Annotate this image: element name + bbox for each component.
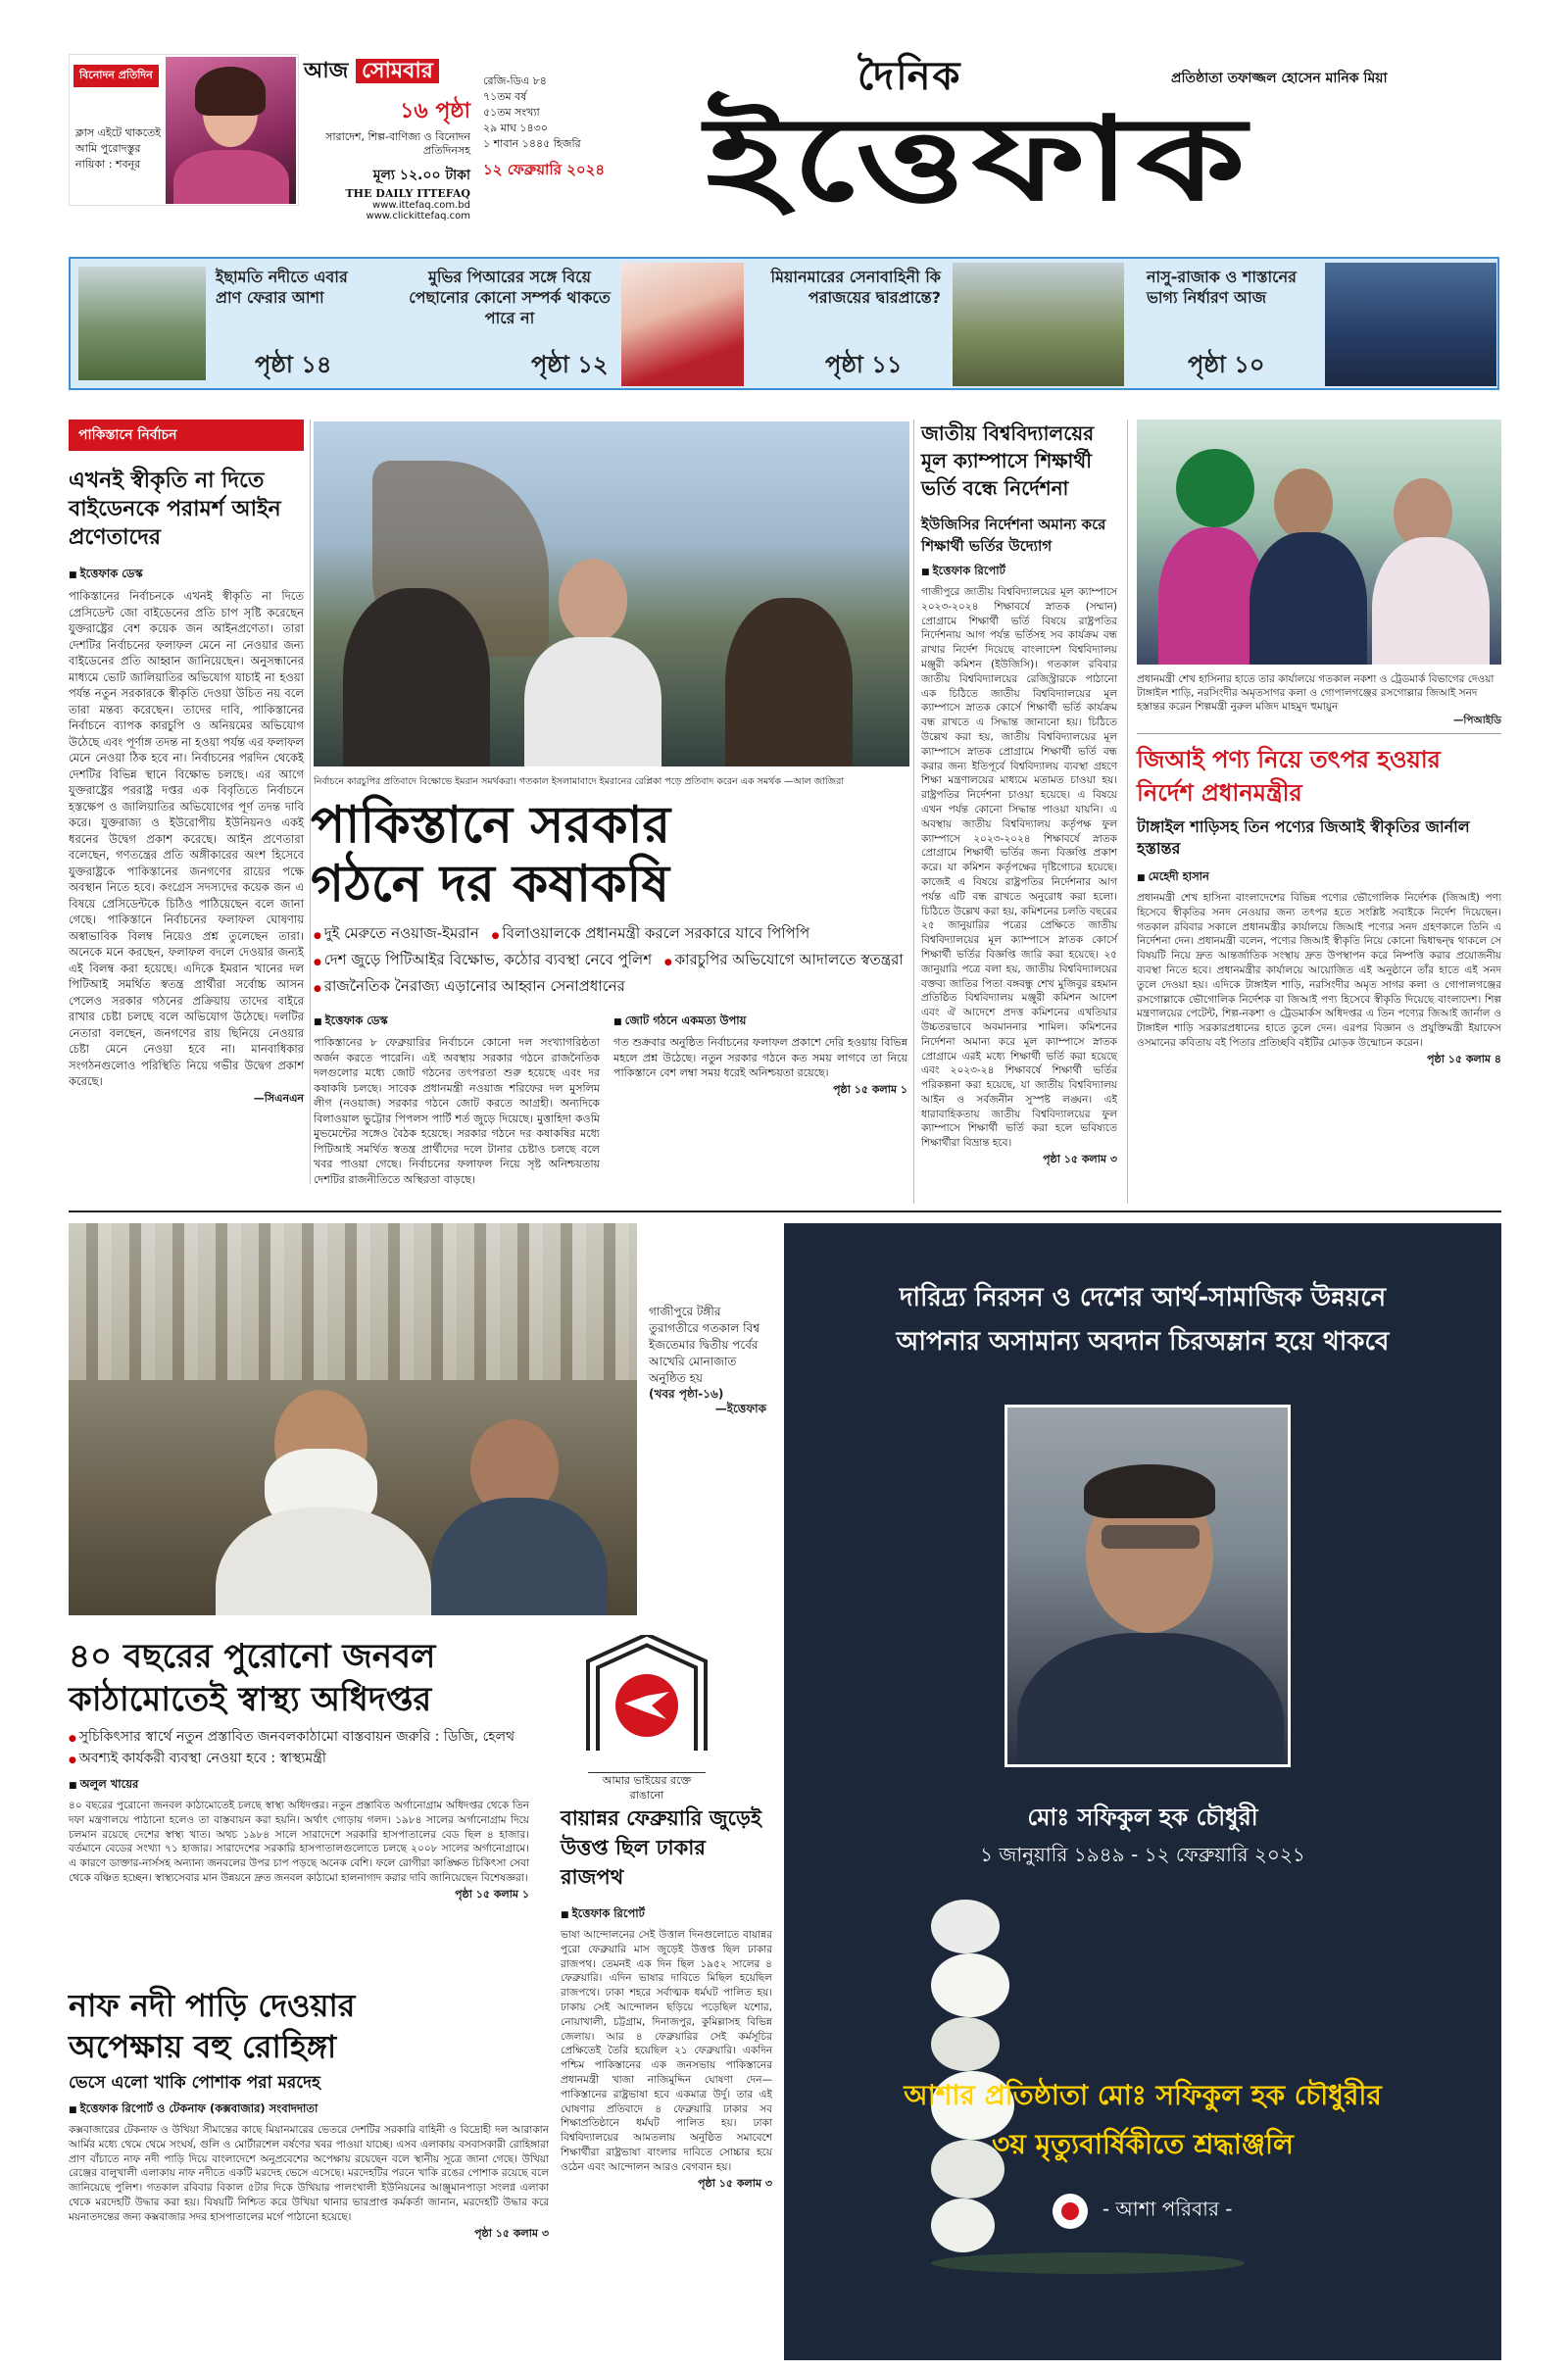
teaser-2[interactable] bbox=[394, 259, 747, 388]
teaser-page: পৃষ্ঠা ১২ bbox=[531, 351, 609, 378]
column-divider bbox=[1127, 420, 1128, 1204]
title-small: দৈনিক bbox=[858, 54, 962, 99]
feb-body: ভাষা আন্দোলনের সেই উত্তাল দিনগুলোতে বায়ান্নর পুরো ফেব্রুয়ারি মাস জুড়েই উত্তপ্ত ছিল ঢাকার রাজপথ। তেমনই এক দিন ছিল ১৯৫২ সালের ৪ ফেব্রুয়ারি। এদিন ভাষার দাবিতে মিছিল হয়েছিল রাজপথে। ঢাকা শহরে সর্বাত্মক ধর্মঘট পালিত হয়। ঢাকায় সেই আন্দোলন ছড়িয়ে পড়েছিল যশোর, নোয়াখালী, চট্টগ্রাম, দিনাজপুর, কুমিল্লাসহ বিভিন্ন জেলায়। আর ৪ ফেব্রুয়ারির সেই কর্মসূচির প্রেক্ষিতেই তৈরি হয়েছিল ২১ ফেব্রুয়ারি। একদিন পশ্চিম পাকিস্তানের এক জনসভায় পাকিস্তানের প্রধানমন্ত্রী খাজা নাজিমুদ্দিন ঘোষণা দেন—পাকিস্তানের রাষ্ট্রভাষা হবে একমাত্র উর্দু। তার এই ঘোষণার প্রতিবাদে ৪ ফেব্রুয়ারি ঢাকার সব শিক্ষাপ্রতিষ্ঠানে ধর্মঘট পালিত হয়। ঢাকা বিশ্ববিদ্যালয়ের আমতলায় অনুষ্ঠিত সমাবেশে শিক্ষার্থীরা রাষ্ট্রভাষা বাংলার দাবিতে সোচ্চার হয়ে ওঠেন এবং আন্দোলন আরও বেগবান হয়। bbox=[561, 1929, 772, 2173]
reg-number: রেজি-ডিএ ৮৪ bbox=[483, 74, 547, 87]
bengali-date: ২৯ মাঘ ১৪৩০ bbox=[483, 122, 548, 134]
divider bbox=[1137, 733, 1501, 734]
promo-text: ক্লাস এইটে থাকতেই আমি পুরোদস্তুর নায়িকা : শবনূর bbox=[75, 126, 161, 171]
ijtema-photo bbox=[69, 1223, 637, 1615]
teaser-photo-actress bbox=[621, 263, 744, 386]
teaser-bar bbox=[69, 257, 1499, 390]
left-signoff: —সিএনএন bbox=[253, 1091, 304, 1105]
teaser-photo-man bbox=[1325, 263, 1496, 386]
hijri-date: ১ শাবান ১৪৪৫ হিজরি bbox=[483, 137, 581, 150]
day-name: সোমবার bbox=[356, 59, 439, 83]
ijtema-page-ref[interactable]: (খবর পৃষ্ঠা-১৬) bbox=[649, 1387, 724, 1401]
gi-body: প্রধানমন্ত্রী শেখ হাসিনা বাংলাদেশের বিভিন্ন পণ্যের ভৌগোলিক নির্দেশক (জিআই) পণ্য হিসেবে স্বীকৃতির সনদ নেওয়ার জন্য তৎপর হতে সংশ্লিষ্ট সবাইকে নির্দেশ দিয়েছেন। গতকাল রবিবার সকালে প্রধানমন্ত্রীর কার্যালয়ে জিআই পণ্যের সনদ গ্রহণকালে তিনি এ নির্দেশনা দেন। প্রধানমন্ত্রী বলেন, পণ্যের জিআই স্বীকৃতি নিয়ে কোনো দ্বিধাদ্বন্দ্ব থাকলে সে বিষয়টি নিয়ে দ্রুত আন্তর্জাতিক সংস্থায় দ্রুত উপস্থাপন করে নিষ্পত্তি করার প্রয়োজনীয় ব্যবস্থা নিতে হবে। প্রধানমন্ত্রীর কার্যালয়ে আয়োজিত এই অনুষ্ঠানে তাঁর হাতে এই সনদ তুলে দেওয়া হয়। এদিকে টাঙ্গাইল শাড়ি, নরসিংদীর অমৃত সাগর কলা ও গোপালগঞ্জের রসগোল্লাকে ভৌগোলিক নির্দেশক বা জিআই পণ্য হিসেবে স্বীকৃতি দিয়েছে বাংলাদেশ। শিল্প মন্ত্রণালয়ের পেটেন্ট, শিল্প-নকশা ও ট্রেডমার্কস অধিদপ্তর এ তিন পণ্যের জিআই জার্নাল ও টাঙ্গাইল শাড়ি সরকারপ্রধানের হাতে তুলে দেন। এরপর বিজ্ঞান ও প্রযুক্তিমন্ত্রী ইয়াফেস ওসমানের কবিতায় বই পিতার প্রতিচ্ছবি বইটির মোড়ক উন্মোচন করেন। bbox=[1137, 892, 1501, 1049]
english-name: THE DAILY ITTEFAQ bbox=[345, 187, 470, 200]
gi-subhead: টাঙ্গাইল শাড়িসহ তিন পণ্যের জিআই স্বীকৃতির জার্নাল হস্তান্তর bbox=[1137, 817, 1470, 858]
health-bullets bbox=[69, 1727, 529, 1770]
teaser-photo-river bbox=[78, 267, 206, 380]
teaser-text: মিয়ানমারের সেনাবাহিনী কি পরাজয়ের দ্বারপ্রান্তে? bbox=[770, 268, 941, 307]
nu-headline[interactable]: জাতীয় বিশ্ববিদ্যালয়ের মূল ক্যাম্পাসে শিক্ষার্থী ভর্তি বন্ধে নির্দেশনা bbox=[921, 421, 1095, 500]
main-photo-caption: নির্বাচনে কারচুপির প্রতিবাদে বিক্ষোভে ইমরান সমর্থকরা। গতকাল ইসলামাবাদে ইমরানের রেপ্লিকা পড়ে প্রতিবাদ করেন এক সমর্থক —আল জাজিরা bbox=[314, 776, 845, 787]
feb-continuation[interactable]: পৃষ্ঠা ১৫ কলাম ৩ bbox=[698, 2176, 772, 2190]
web-link-1[interactable]: www.ittefaq.com.bd bbox=[372, 200, 470, 211]
logo-caption: আমার ভাইয়ের রক্তে রাঙানো bbox=[588, 1772, 706, 1803]
rohingya-headline-line-2: অপেক্ষায় বহু রোহিঙ্গা bbox=[69, 2028, 337, 2065]
ad-top-line-2: আপনার অসামান্য অবদান চিরঅম্লান হয়ে থাকবে bbox=[896, 1327, 1390, 1357]
gi-headline[interactable]: জিআই পণ্য নিয়ে তৎপর হওয়ার নির্দেশ প্রধানমন্ত্রীর bbox=[1137, 746, 1441, 807]
main-body: পাকিস্তানের ৮ ফেব্রুয়ারির নির্বাচনে কোনো দল সংখ্যাগরিষ্ঠতা অর্জন করতে পারেনি। এই অবস্থায় সরকার গঠনে রাজনৈতিক দলগুলোর মধ্যে জোট গঠনের তৎপরতা শুরু হয়েছে এবং দর কষাকষি চলছে। সাবেক প্রধানমন্ত্রী নওয়াজ শরিফের দল মুসলিম লীগ (নওয়াজ) সরকার গঠনে জোট করতে আগ্রহী। অন্যদিকে বিলাওয়াল ভুট্টোর পিপলস পার্টি শর্ত জুড়ে দিয়েছে। মুত্তাহিদা কওমি মুভমেন্টের সঙ্গেও বৈঠক হয়েছে। সরকার গঠনে দর কষাকষির মধ্যে পিটিআই সমর্থিত স্বতন্ত্র প্রার্থীদের দলে টানার চেষ্টাও চলছে বলে খবর পাওয়া গেছে। নির্বাচনের ফলাফল নিয়ে সৃষ্ট অনিশ্চয়তায় দেশটির রাজনীতিতে অস্থিরতা বাড়ছে। bbox=[314, 1036, 600, 1186]
main-bullet: ● রাজনৈতিক নৈরাজ্য এড়ানোর আহ্বান সেনাপ্রধানের bbox=[314, 977, 625, 995]
nu-subhead: ইউজিসির নির্দেশনা অমান্য করে শিক্ষার্থী ভর্তির উদ্যোগ bbox=[921, 516, 1106, 555]
left-story[interactable] bbox=[69, 420, 304, 1184]
title-big: ইত্তেফাক bbox=[706, 91, 1251, 226]
gi-continuation[interactable]: পৃষ্ঠা ১৫ কলাম ৪ bbox=[1427, 1052, 1501, 1065]
price: মূল্য ১২.০০ টাকা bbox=[372, 168, 470, 183]
ekushey-logo-icon bbox=[573, 1635, 720, 1762]
rohingya-story[interactable] bbox=[69, 1985, 549, 2357]
feb-byline: ■ ইত্তেফাক রিপোর্ট bbox=[561, 1905, 772, 1924]
gi-photo bbox=[1137, 420, 1501, 665]
masthead bbox=[0, 0, 1568, 255]
ad-footer bbox=[784, 2194, 1501, 2229]
asa-logo-icon bbox=[1053, 2194, 1088, 2229]
promo-tag: বিনোদন প্রতিদিন bbox=[74, 65, 159, 87]
nu-continuation[interactable]: পৃষ্ঠা ১৫ কলাম ৩ bbox=[1043, 1153, 1117, 1166]
feb-story[interactable] bbox=[561, 1804, 772, 2372]
main-bullet: ● কারচুপির অভিযোগে আদালতে স্বতন্ত্ররা bbox=[664, 951, 904, 968]
section-divider bbox=[69, 1211, 1501, 1212]
main-bullet: ● দেশ জুড়ে পিটিআইর বিক্ষোভ, কঠোর ব্যবস্থা নেবে পুলিশ bbox=[314, 951, 652, 968]
rohingya-byline: ■ ইত্তেফাক রিপোর্ট ও টেকনাফ (কক্সবাজার) সংবাদদাতা bbox=[69, 2100, 549, 2119]
ad-footer-text: - আশা পরিবার - bbox=[1102, 2197, 1233, 2221]
ijtema-caption: গাজীপুরে টঙ্গীর তুরাগতীরে গতকাল বিশ্ব ইজতেমার দ্বিতীয় পর্বের আখেরি মোনাজাত অনুষ্ঠিত হয় bbox=[649, 1305, 760, 1385]
health-story[interactable] bbox=[69, 1635, 529, 1968]
health-bullet: ● অবশ্যই কার্যকরী ব্যবস্থা নেওয়া হবে : স্বাস্থ্যমন্ত্রী bbox=[69, 1749, 529, 1770]
teaser-page: পৃষ্ঠা ১৪ bbox=[255, 351, 332, 378]
main-bullet: ● বিলাওয়ালকে প্রধানমন্ত্রী করলে সরকারে যাবে পিপিপি bbox=[492, 924, 810, 942]
gi-byline: ■ মেহেদী হাসান bbox=[1137, 868, 1501, 887]
health-headline-line-2: কাঠামোতেই স্বাস্থ্য অধিদপ্তর bbox=[69, 1680, 432, 1719]
feb-headline[interactable]: বায়ান্নর ফেব্রুয়ারি জুড়েই উত্তপ্ত ছিল ঢাকার রাজপথ bbox=[561, 1806, 761, 1889]
health-headline-line-1: ৪০ বছরের পুরোনো জনবল bbox=[69, 1637, 436, 1676]
memorial-ad[interactable] bbox=[784, 1223, 1501, 2360]
health-byline: ■ অলুল খায়ের bbox=[69, 1776, 529, 1795]
rohingya-subhead: ভেসে এলো খাকি পোশাক পরা মরদেহ bbox=[69, 2073, 320, 2093]
promo-box[interactable] bbox=[69, 54, 299, 206]
column-divider bbox=[913, 420, 914, 1204]
teaser-4[interactable] bbox=[1139, 259, 1499, 388]
ad-name: মোঃ সফিকুল হক চৌধুরী bbox=[1027, 1804, 1258, 1831]
page-count: ১৬ পৃষ্ঠা bbox=[400, 99, 470, 124]
teaser-text: ইছামতি নদীতে এবার প্রাণ ফেরার আশা bbox=[216, 268, 348, 307]
main-headline-line-2: গঠনে দর কষাকষি bbox=[311, 855, 669, 914]
ad-top-line-1: দারিদ্র্য নিরসন ও দেশের আর্থ-সামাজিক উন্নয়নে bbox=[899, 1283, 1387, 1312]
newspaper-title[interactable] bbox=[706, 39, 1529, 235]
teaser-1[interactable] bbox=[71, 259, 389, 388]
left-byline: ■ ইত্তেফাক ডেস্ক bbox=[69, 566, 304, 584]
gi-photo-credit: —পিআইডি bbox=[1452, 715, 1501, 726]
issue-info bbox=[304, 54, 470, 225]
ad-portrait bbox=[1004, 1405, 1291, 1767]
founder-line: প্রতিষ্ঠাতা তফাজ্জল হোসেন মানিক মিয়া bbox=[1171, 71, 1388, 86]
language-month-logo bbox=[573, 1635, 720, 1802]
gi-story[interactable] bbox=[1137, 420, 1501, 1204]
main-byline: ■ ইত্তেফাক ডেস্ক bbox=[314, 1013, 600, 1031]
section-tag: পাকিস্তানে নির্বাচন bbox=[69, 420, 304, 451]
left-body: পাকিস্তানের নির্বাচনকে এখনই স্বীকৃতি না দিতে প্রেসিডেন্ট জো বাইডেনের প্রতি চাপ সৃষ্টি করেছেন যুক্তরাষ্ট্রের বেশ কয়েক জন আইনপ্রণেতা। তারা দেশটির নির্বাচনের ফলাফল মেনে না নেওয়ার জন্য বাইডেনের প্রতি আহ্বান জানিয়েছেন। অনুসন্ধানের মাধ্যমে ভোট জালিয়াতির অভিযোগ যাচাই না হওয়া পর্যন্ত নতুন সরকারকে স্বীকৃতি দেওয়া উচিত নয় বলে তারা মন্তব্য করেছেন। তাদের দাবি, পাকিস্তানের নির্বাচনে ব্যাপক কারচুপি ও অনিয়মের অভিযোগ উঠেছে এবং পূর্ণাঙ্গ তদন্ত না হওয়া পর্যন্ত এর ফলাফল মেনে নেওয়া ঠিক হবে না। নির্বাচনের পরদিন থেকেই দেশটির বিভিন্ন স্থানে বিক্ষোভ চলছে। এর আগে যুক্তরাষ্ট্রের পররাষ্ট্র দপ্তর এক বিবৃতিতে নির্বাচনে হস্তক্ষেপ ও জালিয়াতির অভিযোগের পূর্ণ তদন্ত দাবি করে। যুক্তরাজ্য ও ইউরোপীয় ইউনিয়নও একই ধরনের উদ্বেগ প্রকাশ করেছে। আইন প্রণেতারা বলেছেন, গণতন্ত্রের প্রতি অঙ্গীকারের অংশ হিসেবে যুক্তরাষ্ট্রকে পাকিস্তানের জনগণের রায়ের পক্ষে অবস্থান নিতে হবে। কংগ্রেস সদস্যদের কয়েক জন এ বিষয়ে প্রেসিডেন্টকে চিঠিও পাঠিয়েছেন বলে জানা গেছে। পাকিস্তানে নির্বাচনের ফলাফল ঘোষণায় অস্বাভাবিক বিলম্ব নিয়েও প্রশ্ন তুলেছেন তারা। অনেকে মনে করছেন, ফলাফল বদলে দেওয়ার জন্যই এই বিলম্ব করা হয়েছে। এদিকে ইমরান খানের দল পিটিআই সমর্থিত স্বতন্ত্র প্রার্থীরা সর্বোচ্চ আসন পেলেও সরকার গঠনের প্রক্রিয়ায় তাদের বাইরে রাখার চেষ্টা চলছে বলে অভিযোগ উঠেছে। দলটির নেতারা বলছেন, জনগণের রায় ছিনিয়ে নেওয়ার চেষ্টা মেনে নেওয়া হবে না। মানবাধিকার সংগঠনগুলোও পরিস্থিতি নিয়ে গভীর উদ্বেগ প্রকাশ করেছে। bbox=[69, 589, 304, 1088]
teaser-page: পৃষ্ঠা ১১ bbox=[825, 351, 903, 378]
main-bullets bbox=[314, 921, 909, 1001]
ad-flowers bbox=[931, 1900, 1354, 2017]
promo-photo bbox=[166, 57, 296, 204]
left-headline[interactable]: এখনই স্বীকৃতি না দিতে বাইডেনকে পরামর্শ আইন প্রণেতাদের bbox=[69, 469, 281, 550]
rohingya-continuation[interactable]: পৃষ্ঠা ১৫ কলাম ৩ bbox=[474, 2226, 549, 2240]
ad-tribute-line-2: ৩য় মৃত্যুবার্ষিকীতে শ্রদ্ধাঞ্জলি bbox=[992, 2128, 1294, 2160]
nu-body: গাজীপুরে জাতীয় বিশ্ববিদ্যালয়ের মূল ক্যাম্পাসে ২০২৩-২০২৪ শিক্ষাবর্ষে স্নাতক (সম্মান) প্রোগ্রামে শিক্ষার্থী ভর্তি বিষয়ে রাষ্ট্রপতির নির্দেশনায় আগ পর্যন্ত ভর্তিসহ সব কার্যক্রম বন্ধ রাখার নির্দেশ দিয়েছে বাংলাদেশ বিশ্ববিদ্যালয় মঞ্জুরী কমিশন (ইউজিসি)। গতকাল রবিবার জাতীয় বিশ্ববিদ্যালয়ের রেজিস্ট্রারকে পাঠানো এক চিঠিতে জাতীয় বিশ্ববিদ্যালয়ের মূল ক্যাম্পাসে স্নাতক কোর্সে শিক্ষার্থী ভর্তি কার্যক্রম বন্ধ রাখতে এ সিদ্ধান্ত জানানো হয়। চিঠিতে উল্লেখ করা হয়, জাতীয় বিশ্ববিদ্যালয়ের মূল ক্যাম্পাসে স্নাতক প্রোগ্রামে শিক্ষার্থী ভর্তি বন্ধ করার জন্য ইতিপূর্বে বিশ্ববিদ্যালয় ব্যবস্থা গ্রহণে শিক্ষা মন্ত্রণালয়ের মাধ্যমে মতামত চাওয়া হয়। রাষ্ট্রপতির নির্দেশনা চাওয়া হয়েছে। এ বিষয়ে এখন পর্যন্ত কোনো সিদ্ধান্ত পাওয়া যায়নি। এ অবস্থায় জাতীয় বিশ্ববিদ্যালয় কর্তৃপক্ষ ফুল ক্যাম্পাসে ২০২৩-২০২৪ শিক্ষাবর্ষে স্নাতক প্রোগ্রামে শিক্ষার্থী ভর্তির জন্য বিজ্ঞপ্তি প্রকাশ করে। যা কমিশন কর্তৃপক্ষের দৃষ্টিগোচর হয়েছে। কাজেই এ বিষয়ে রাষ্ট্রপতির নির্দেশনার আগ পর্যন্ত এটি বন্ধ রাখতে অনুরোধ করা হলো। চিঠিতে উল্লেখ করা হয়, কমিশনের চলতি বছরের ২৫ জানুয়ারির পত্রের প্রেক্ষিতে জাতীয় বিশ্ববিদ্যালয়ের মূল ক্যাম্পাসে স্নাতক কোর্সে শিক্ষার্থী ভর্তির বিজ্ঞপ্তি জারি করা হয়েছে। ২৫ জানুয়ারি পত্রে বলা হয়, জাতীয় বিশ্ববিদ্যালয়ের বক্তব্য জাতির পিতা বঙ্গবন্ধু শেখ মুজিবুর রহমান প্রতিষ্ঠিত বিশ্ববিদ্যালয় মঞ্জুরী কমিশন আদেশ এবং ঐ আদেশে প্রদত্ত কমিশনের এখতিয়ার উচ্চতরভাবে অবমাননার শামিল। কমিশনের নির্দেশনা অমান্য করে মূল ক্যাম্পাসে স্নাতক প্রোগ্রামে এরই মধ্যে শিক্ষার্থী ভর্তি করা হয়েছে এবং ২০২৩-২৪ শিক্ষাবর্ষে শিক্ষার্থী ভর্তির পরিকল্পনা করা হয়েছে, যা জাতীয় বিশ্ববিদ্যালয় আইন ও সর্বজনীন সুস্পষ্ট লঙ্ঘন। এই ধারাবাহিকতায় জাতীয় বিশ্ববিদ্যালয়ের ফুল ক্যাম্পাসে শিক্ষার্থী ভর্তি করা হলে ভবিষ্যতে শিক্ষার্থীরা বিভ্রান্ত হবে। bbox=[921, 586, 1117, 1150]
issue-meta bbox=[483, 74, 660, 177]
main-continuation[interactable]: পৃষ্ঠা ১৫ কলাম ১ bbox=[833, 1082, 907, 1096]
gi-photo-caption: প্রধানমন্ত্রী শেখ হাসিনার হাতে তার কার্যালয়ে গতকাল নকশা ও ট্রেডমার্ক বিভাগের দেওয়া টাঙ্গাইল শাড়ি, নরসিংদীর অমৃতসাগর কলা ও গোপালগঞ্জের রসগোল্লার জিআই সনদ হস্তান্তর করেন শিল্পমন্ত্রী নুরুল মজিদ মাহমুদ হুমায়ুন bbox=[1137, 673, 1494, 713]
web-link-2[interactable]: www.clickittefaq.com bbox=[366, 211, 470, 222]
teaser-page: পৃষ্ঠা ১০ bbox=[1188, 351, 1265, 378]
supplements: সারাদেশ, শিল্প-বাণিজ্য ও বিনোদন প্রতিদিনসহ bbox=[325, 130, 470, 157]
health-body: ৪০ বছরের পুরোনো জনবল কাঠামোতেই চলছে স্বাস্থ্য অধিদপ্তর। নতুন প্রস্তাবিত অর্গানোগ্রাম অধিদপ্তর থেকে তিন দফা মন্ত্রণালয়ে পাঠানো হলেও তা বাস্তবায়ন করা হয়নি। অর্থাৎ গোড়ায় গলদ। ১৯৮৪ সালের অর্গানোগ্রাম দিয়ে চলমান রয়েছে দেশের স্বাস্থ্য খাত। অথচ ১৯৮৪ সালে সারাদেশে সরকারি হাসপাতালের বেড ছিল ৪ হাজার। বর্তমানে বেডের সংখ্যা ৭১ হাজার। সারাদেশের সরকারি হাসপাতালগুলোতে চলছে ২০০৮ সালের অর্গানোগ্রামে। এ কারণে ডাক্তার-নার্সসহ অন্যান্য জনবলের উপর চাপ পড়ছে অনেক বেশি। ফলে রোগীরা কাঙ্ক্ষিত চিকিৎসা সেবা থেকে বঞ্চিত হচ্ছেন। স্বাস্থ্যসেবার মান উন্নয়নে দ্রুত জনবল কাঠামো হালনাগাদ করার দাবি জানিয়েছেন বিশেষজ্ঞরা। bbox=[69, 1800, 529, 1884]
main-sub-body: গত শুক্রবার অনুষ্ঠিত নির্বাচনের ফলাফল প্রকাশে দেরি হওয়ায় বিভিন্ন মহলে প্রশ্ন উঠেছে। নতুন সরকার গঠনে কত সময় লাগবে তা নিয়ে পাকিস্তানে বেশ লম্বা সময় ধরেই অনিশ্চয়তা রয়েছে। bbox=[613, 1036, 907, 1079]
ad-dates: ১ জানুয়ারি ১৯৪৯ - ১২ ফেব্রুয়ারি ২০২১ bbox=[980, 1843, 1305, 1866]
main-bullet: ● দুই মেরুতে নওয়াজ-ইমরান bbox=[314, 924, 479, 942]
ijtema-caption-box bbox=[649, 1304, 766, 1416]
main-sub-byline: ■ জোট গঠনে একমত্য উপায় bbox=[613, 1013, 907, 1031]
nu-byline: ■ ইত্তেফাক রিপোর্ট bbox=[921, 563, 1117, 581]
main-headline-line-1: পাকিস্তানে সরকার bbox=[311, 796, 671, 855]
rohingya-headline-line-1: নাফ নদী পাড়ি দেওয়ার bbox=[69, 1987, 356, 2024]
teaser-text: নাসু-রাজাক ও শাস্তানের ভাগ্য নির্ধারণ আজ bbox=[1147, 268, 1297, 307]
main-story[interactable] bbox=[311, 796, 909, 1208]
teaser-3[interactable] bbox=[757, 259, 1129, 388]
health-continuation[interactable]: পৃষ্ঠা ১৫ কলাম ১ bbox=[455, 1887, 529, 1901]
health-bullet: ● সুচিকিৎসার স্বার্থে নতুন প্রস্তাবিত জনবলকাঠামো বাস্তবায়ন জরুরি : ডিজি, হেলথ bbox=[69, 1727, 529, 1749]
english-date: ১২ ফেব্রুয়ারি ২০২৪ bbox=[483, 161, 606, 178]
rohingya-body: কক্সবাজারের টেকনাফ ও উখিয়া সীমান্তের কাছে মিয়ানমারের ভেতরে দেশটির সরকারি বাহিনী ও বিদ্রোহী দল আরাকান আর্মির মধ্যে থেমে থেমে সংঘর্ষ, গুলি ও মোর্টারশেল বর্ষণের খবর পাওয়া যাচ্ছে। এসব এলাকায় বসবাসকারী রোহিঙ্গারা প্রাণ বাঁচাতে নাফ নদী পাড়ি দিয়ে বাংলাদেশে অনুপ্রবেশের অপেক্ষায় রয়েছেন বলে স্থানীয় সূত্রে জানা গেছে। উখিয়া রেঞ্জের বালুখালী এলাকায় নাফ নদীতে একটি মরদেহ ভেসে এসেছে। মরদেহটির পরনে খাকি রঙের পোশাক রয়েছে বলে জানিয়েছে পুলিশ। গতকাল রবিবার বিকাল ৫টার দিকে উখিয়ার পালংখালী ইউনিয়নের আঞ্জুমানপাড়া সংলগ্ন এলাকা থেকে মরদেহটি উদ্ধার করা হয়। বিষয়টি নিশ্চিত করে উখিয়া থানার ভারপ্রাপ্ত কর্মকর্তা জানান, মরদেহটি উদ্ধার করে ময়নাতদন্তের জন্য কক্সবাজার সদর হাসপাতালের মর্গে পাঠানো হয়েছে। bbox=[69, 2124, 549, 2223]
ad-tribute-line-1: আশার প্রতিষ্ঠাতা মোঃ সফিকুল হক চৌধুরীর bbox=[904, 2079, 1382, 2111]
day-label: আজ bbox=[304, 59, 349, 83]
teaser-text: মুভির পিআরের সঙ্গে বিয়ে পেছানোর কোনো সম্পর্ক থাকতে পারে না bbox=[409, 268, 611, 327]
issue-number: ৫১তম সংখ্যা bbox=[483, 106, 540, 119]
teaser-photo-soldiers bbox=[953, 263, 1124, 386]
year: ৭১তম বর্ষ bbox=[483, 90, 527, 103]
ijtema-credit: —ইত্তেফাক bbox=[714, 1402, 766, 1415]
nu-story[interactable] bbox=[921, 420, 1117, 1204]
main-photo bbox=[314, 421, 909, 766]
